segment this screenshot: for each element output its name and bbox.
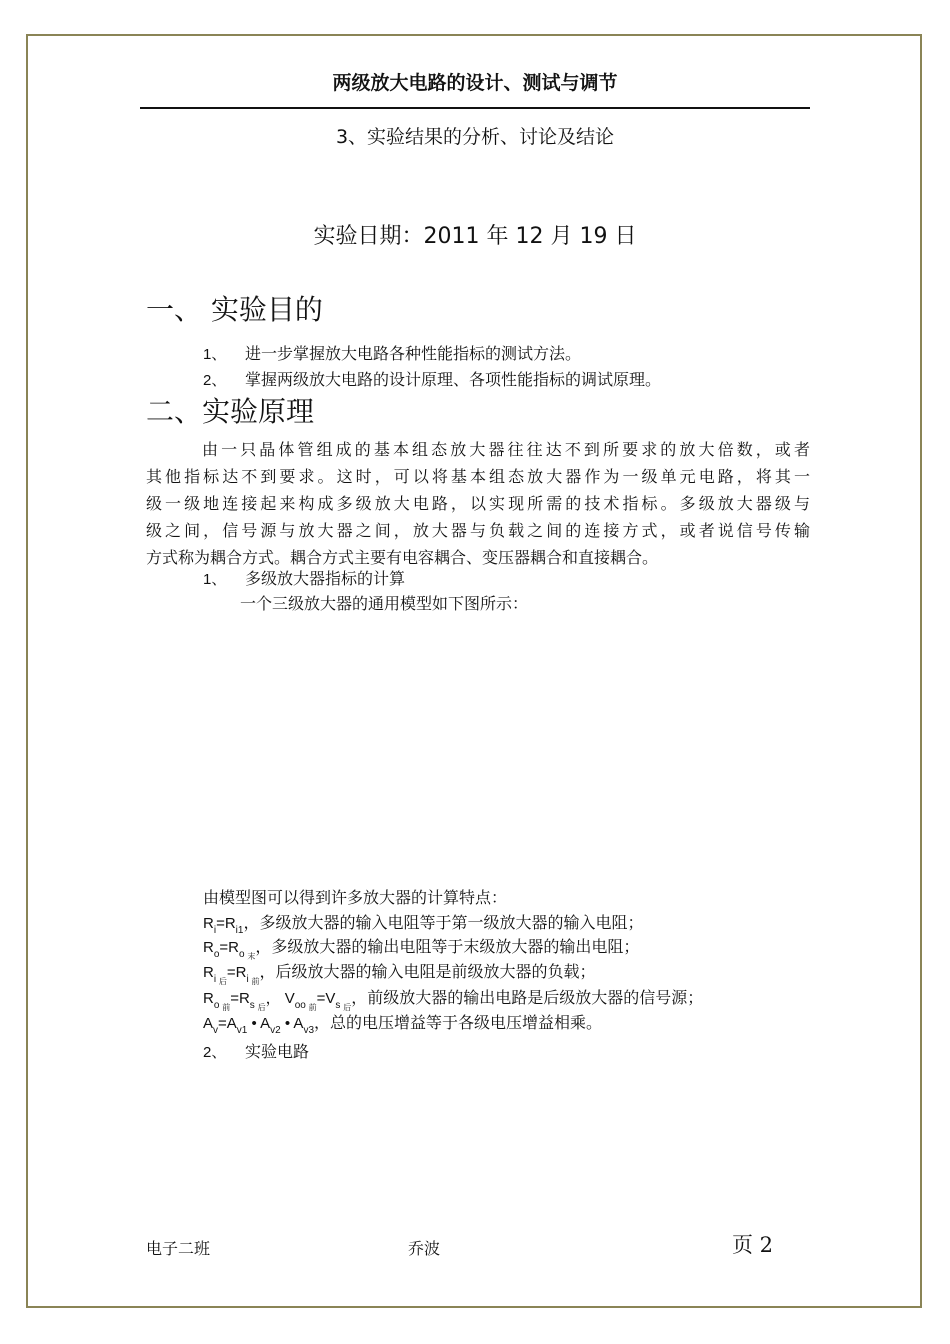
subtitle: 3、实验结果的分析、讨论及结论 xyxy=(335,126,615,148)
sub-heading-number: 1、 xyxy=(203,571,227,588)
header-title: 两级放大电路的设计、测试与调节 xyxy=(332,72,618,94)
sub-heading-number: 2、 xyxy=(203,1044,227,1061)
paragraph-line: 其他指标达不到要求。这时，可以将基本组态放大器作为一级单元电路，将其一 xyxy=(146,467,810,486)
footer-page-number: 页 2 xyxy=(732,1233,774,1257)
footer-author: 乔波 xyxy=(408,1239,441,1258)
formula-source-relation: $R_o$ $_前=R_s$ $_后$， $V_{oo}$ $_前=V_s$ $_后$，前级放大器的输出电路是后级放大器的信号源； xyxy=(203,988,704,1012)
paragraph-line: 级一级地连接起来构成多级放大电路，以实现所需的技术指标。多级放大器级与 xyxy=(146,494,810,513)
paragraph-line: 级之间，信号源与放大器之间，放大器与负载之间的连接方式，或者说信号传输 xyxy=(146,521,810,540)
formula-voltage-gain: $A_v=A_{v1}$ • $A_{v2}$ • $A_{v3}$，总的电压增益等于各级电压增益相乘。 xyxy=(203,1013,603,1036)
list-item: 掌握两级放大电路的设计原理、各项性能指标的调试原理。 xyxy=(245,370,662,389)
formula-input-resistance: $R_i=R_{i1}$，多级放大器的输入电阻等于第一级放大器的输入电阻； xyxy=(203,913,644,936)
sub-heading: 实验电路 xyxy=(245,1042,310,1061)
section2-heading: 二、实验原理 xyxy=(146,395,315,428)
features-intro: 由模型图可以得到许多放大器的计算特点： xyxy=(203,888,508,907)
list-item-number: 2、 xyxy=(203,372,227,389)
header-rule xyxy=(140,107,810,109)
model-intro: 一个三级放大器的通用模型如下图所示： xyxy=(240,594,529,613)
experiment-date: 实验日期：2011 年 12 月 19 日 xyxy=(313,224,637,249)
footer-class: 电子二班 xyxy=(146,1239,211,1258)
paragraph-line: 方式称为耦合方式。耦合方式主要有电容耦合、变压器耦合和直接耦合。 xyxy=(146,548,659,567)
principle-paragraph xyxy=(146,436,810,571)
sub-heading: 多级放大器指标的计算 xyxy=(245,569,406,588)
list-item-number: 1、 xyxy=(203,346,227,363)
formula-output-resistance: $R_o=R_o$ $_末$，多级放大器的输出电阻等于末级放大器的输出电阻； xyxy=(203,937,640,961)
section1-heading: 一、 实验目的 xyxy=(146,293,323,326)
formula-load-relation: $R_i$ $_后=R_i$ $_前$，后级放大器的输入电阻是前级放大器的负载； xyxy=(203,962,596,986)
paragraph-line: 由一只晶体管组成的基本组态放大器往往达不到所要求的放大倍数，或者 xyxy=(202,440,810,459)
list-item: 进一步掌握放大电路各种性能指标的测试方法。 xyxy=(245,344,582,363)
